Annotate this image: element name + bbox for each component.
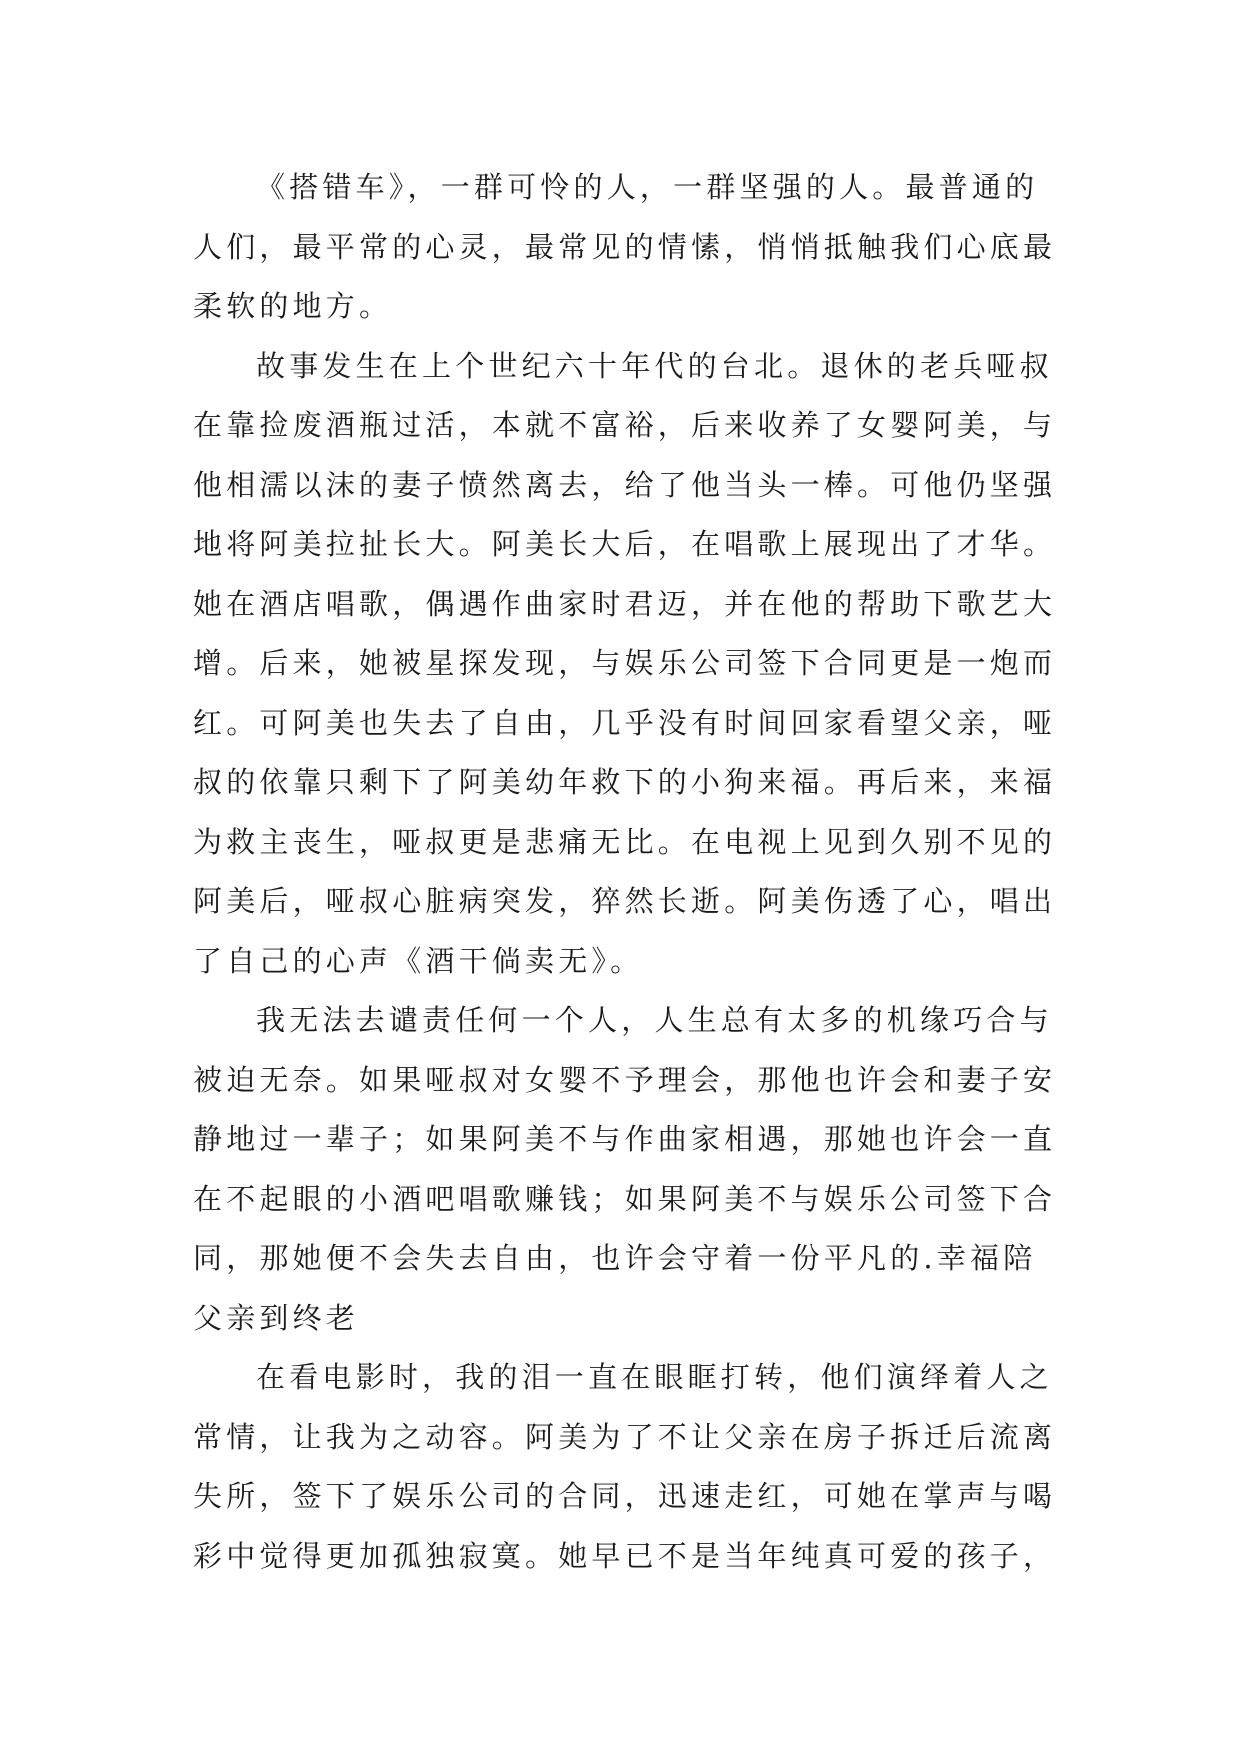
text-line: 叔的依靠只剩下了阿美幼年救下的小狗来福。再后来，来福 [193, 765, 1057, 799]
text-line: 了自己的心声《酒干倘卖无》。 [193, 943, 644, 978]
text-line: 柔软的地方。 [193, 289, 393, 323]
paragraph-3 [193, 991, 1061, 1348]
text-line: 他相濡以沫的妻子愤然离去，给了他当头一棒。可他仍坚强 [193, 467, 1057, 502]
text-line: 我无法去谴责任何一个人，人生总有太多的机缘巧合与 [256, 1003, 1053, 1037]
text-line: 父亲到终老 [193, 1300, 360, 1335]
text-line: 同，那她便不会失去自由，也许会守着一份平凡的.幸福陪 [193, 1241, 1037, 1275]
text-line: 她在酒店唱歌，偶遇作曲家时君迈，并在他的帮助下歌艺大 [193, 586, 1057, 621]
text-line: 故事发生在上个世纪六十年代的台北。退休的老兵哑叔 [256, 348, 1053, 383]
text-line: 《搭错车》，一群可怜的人，一群坚强的人。最普通的 [256, 170, 1039, 204]
text-line: 红。可阿美也失去了自由，几乎没有时间回家看望父亲，哑 [193, 705, 1057, 740]
document-body [193, 158, 1061, 1586]
text-line: 在不起眼的小酒吧唱歌赚钱；如果阿美不与娱乐公司签下合 [193, 1181, 1057, 1216]
text-line: 在看电影时，我的泪一直在眼眶打转，他们演绎着人之 [256, 1360, 1053, 1394]
text-line: 失所，签下了娱乐公司的合同，迅速走红，可她在掌声与喝 [193, 1479, 1057, 1513]
text-line: 静地过一辈子；如果阿美不与作曲家相遇，那她也许会一直 [193, 1122, 1057, 1156]
text-line: 人们，最平常的心灵，最常见的情愫，悄悄抵触我们心底最 [193, 229, 1057, 264]
text-line: 为救主丧生，哑叔更是悲痛无比。在电视上见到久别不见的 [193, 824, 1057, 859]
paragraph-4 [193, 1348, 1061, 1586]
text-line: 被迫无奈。如果哑叔对女婴不予理会，那他也许会和妻子安 [193, 1062, 1057, 1097]
text-line: 增。后来，她被星探发现，与娱乐公司签下合同更是一炮而 [193, 646, 1057, 680]
text-line: 彩中觉得更加孤独寂寞。她早已不是当年纯真可爱的孩子， [193, 1538, 1057, 1573]
text-line: 阿美后，哑叔心脏病突发，猝然长逝。阿美伤透了心，唱出 [193, 884, 1057, 918]
text-line: 常情，让我为之动容。阿美为了不让父亲在房子拆迁后流离 [193, 1419, 1057, 1454]
text-line: 地将阿美拉扯长大。阿美长大后，在唱歌上展现出了才华。 [193, 527, 1057, 561]
text-line: 在靠捡废酒瓶过活，本就不富裕，后来收养了女婴阿美，与 [193, 408, 1057, 442]
paragraph-2 [193, 337, 1061, 992]
paragraph-1 [193, 158, 1061, 337]
